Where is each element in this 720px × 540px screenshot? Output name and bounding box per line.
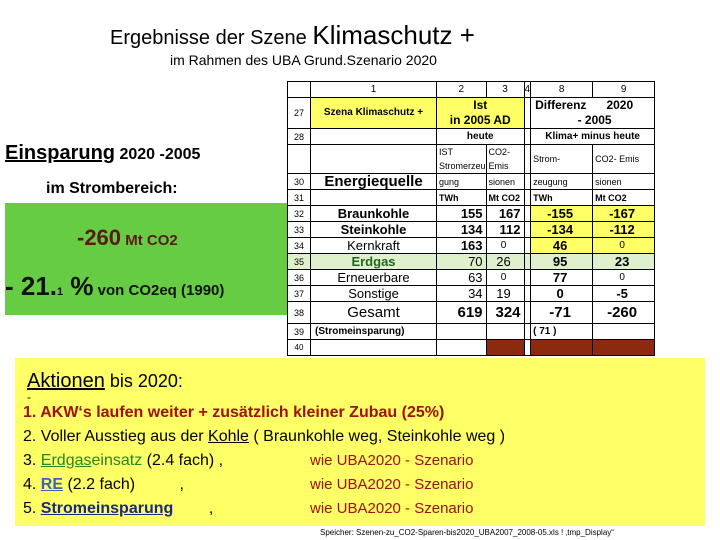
item-text-underline: Kohle [208,428,249,445]
ist-label: Ist [473,98,488,112]
item-comma: , [173,500,214,517]
item-text-underline: Stromeinsparung [40,500,174,517]
cell-co2: 167 [486,206,524,222]
item-text-underline: RE [40,476,64,493]
gesamt-co2: 324 [486,302,524,324]
col-number: 8 [531,82,593,98]
cell-dco2: 0 [593,270,655,286]
item-text: AKW‘s laufen weiter + zusätzlich kleiner Zubau (25%) [40,404,445,421]
gesamt-dco2: -260 [593,302,655,324]
zeugung-label: zeugung [531,174,593,190]
item-text-paren: (2.2 fach) [63,476,136,493]
row-number: 34 [288,238,311,254]
szene-label: Szena Klimaschutz + [311,98,437,129]
cell-dtwh: 95 [531,254,593,270]
gesamt-label: Gesamt [311,302,437,324]
col-number: 3 [486,82,524,98]
cell-co2: 0 [486,238,524,254]
data-table [287,81,655,356]
cell-co2: 26 [486,254,524,270]
actions-box [15,358,705,526]
table-row-28 [288,129,655,145]
differenz-label: Differenz [535,98,587,112]
ist-col-header [437,145,487,174]
row-number: 33 [288,222,311,238]
energiequelle-header: Energiequelle [311,174,437,190]
unit-mt2: Mt CO2 [593,190,655,206]
row-label: Sonstige [311,286,437,302]
cell-twh: 70 [437,254,487,270]
row-label: Erdgas [311,254,437,270]
item-scenario: wie UBA2020 - Szenario [310,500,474,517]
row-number: 32 [288,206,311,222]
col-number-row [288,82,655,98]
einsparung-years: 2020 -2005 [115,146,201,163]
row-label: Braunkohle [311,206,437,222]
table-row-29 [288,145,655,174]
einsparung-word: Einsparung [5,142,116,164]
cell-dtwh: -134 [531,222,593,238]
cell-twh: 134 [437,222,487,238]
savings-percent-c: von CO2eq (1990) [93,282,225,299]
cell-twh: 155 [437,206,487,222]
item-comma: , [135,476,184,493]
cell-dtwh: 77 [531,270,593,286]
differenz-header [531,98,655,129]
item-text: einsatz [91,452,143,469]
gung-label: gung [437,174,487,190]
cell-dtwh: -155 [531,206,593,222]
action-item-2 [23,428,505,446]
table-row [288,206,655,222]
row-number: 38 [288,302,311,324]
slide-subtitle: im Rahmen des UBA Grund.Szenario 2020 [170,52,437,68]
savings-percent-sub: 1 [57,286,64,298]
cell-dco2: -112 [593,222,655,238]
savings-percent-b: % [63,271,94,301]
savings-percent-a: - 21. [5,271,58,301]
col-number: 9 [593,82,655,98]
cell-twh: 34 [437,286,487,302]
ist-head: IST [439,147,454,157]
col-number: 2 [437,82,487,98]
item-number: 3. [23,452,41,469]
row-number: 35 [288,254,311,270]
klima-minus-heute: Klima+ minus heute [531,129,655,145]
actions-heading-main: Aktionen [27,370,105,392]
row-number: 31 [288,190,311,206]
row-number: 30 [288,174,311,190]
table-row [288,286,655,302]
row-number: 37 [288,286,311,302]
table-row [288,222,655,238]
table-row-30 [288,174,655,190]
unit-mt: Mt CO2 [486,190,524,206]
differenz-year: 2020 [606,98,634,112]
strom-col-header: Strom- [531,145,593,174]
row-number: 40 [288,340,311,356]
savings-box [5,203,287,315]
row-number: 36 [288,270,311,286]
co2-col-header: CO2- Emis [486,145,524,174]
action-item-3 [23,452,474,470]
cell-twh: 63 [437,270,487,286]
heute-label: heute [437,129,525,145]
savings-mt [77,225,178,251]
cell-dco2: -167 [593,206,655,222]
table-row [288,270,655,286]
item-text: Voller Ausstieg aus der [40,428,209,445]
item-scenario: wie UBA2020 - Szenario [310,476,474,493]
table-row-40 [288,340,655,356]
gesamt-twh: 619 [437,302,487,324]
cell-dtwh: 46 [531,238,593,254]
item-number: 1. [23,404,41,421]
row-number: 27 [288,98,311,129]
action-item-1 [23,404,444,422]
in2005-label: in 2005 AD [449,113,511,127]
table-row-39 [288,324,655,340]
sionen-label: sionen [486,174,524,190]
cell-dco2: 23 [593,254,655,270]
title-big: Klimaschutz + [312,20,475,50]
table-row [288,254,655,270]
col-number: 1 [311,82,437,98]
gesamt-row [288,302,655,324]
item-text-underline: Erdgas [40,452,92,469]
item-number: 5. [23,500,41,517]
footer-source: Speicher: Szenen-zu_CO2-Sparen-bis2020_UBA2007_2008-05.xls ! ‚tmp_Display“ [320,528,614,537]
cell-dco2: -5 [593,286,655,302]
cell-dtwh: 0 [531,286,593,302]
savings-mt-value: -260 [77,225,122,250]
action-item-5 [23,500,474,518]
savings-percent [5,271,224,302]
row-number: 39 [288,324,311,340]
actions-heading-rest: bis 2020: [104,371,183,391]
cell-co2: 19 [486,286,524,302]
unit-twh2: TWh [531,190,593,206]
ist-header [437,98,525,129]
row-label: Steinkohle [311,222,437,238]
savings-mt-unit: Mt CO2 [121,232,178,249]
item-number: 4. [23,476,41,493]
slide-title [110,20,475,51]
cell-co2: 0 [486,270,524,286]
table-row-31 [288,190,655,206]
sionen2-label: sionen [593,174,655,190]
row-label: Erneuerbare [311,270,437,286]
actions-dash: - [27,390,31,404]
einsparung-heading [5,142,200,165]
item-scenario: wie UBA2020 - Szenario [310,452,474,469]
stromeinsparung-label: (Stromeinsparung) [311,324,437,340]
cell-co2: 112 [486,222,524,238]
unit-twh: TWh [437,190,487,206]
table-row [288,238,655,254]
data-table-wrap [287,81,687,356]
action-item-4 [23,476,474,494]
row-label: Kernkraft [311,238,437,254]
cell-twh: 163 [437,238,487,254]
item-text-rest: ( Braunkohle weg, Steinkohle weg ) [248,428,506,445]
row-number: 28 [288,129,311,145]
cell-dco2: 0 [593,238,655,254]
gesamt-dtwh: -71 [531,302,593,324]
strombereich-label: im Strombereich: [46,180,178,197]
stromerzeugung-head: Stromerzeu [439,161,486,171]
actions-heading [27,370,183,393]
differenz-minus: - 2005 [577,113,612,127]
item-number: 2. [23,428,41,445]
table-row-27 [288,98,655,129]
stromeinsparung-value: ( 71 ) [531,324,593,340]
title-prefix: Ergebnisse der Szene [110,27,307,49]
co2b-col-header: CO2- Emis [593,145,655,174]
col-number: 4 [524,82,531,98]
item-text-paren: (2.4 fach) , [142,452,224,469]
